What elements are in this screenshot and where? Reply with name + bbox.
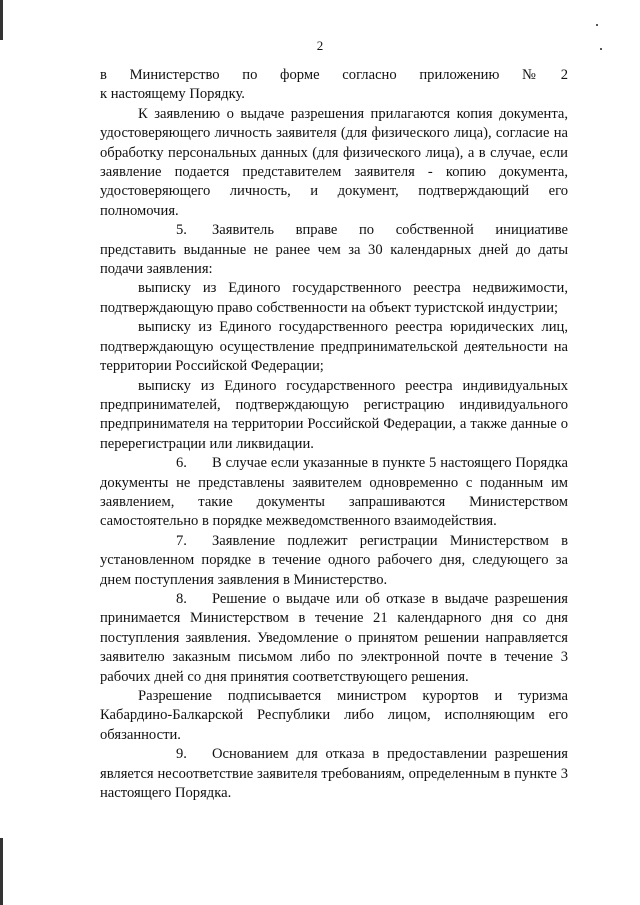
paragraph-text: Основанием для отказа в предоставлении разрешения является несоответствие заявителя требованиям, определенным в пункте 3 настоящего Порядка.: [100, 746, 568, 802]
paragraph-text: Заявление подлежит регистрации Министерством в установленном порядке в течение одного рабочего дня, следующего за днем поступления заявления в Министерство.: [100, 532, 568, 588]
paragraph: К заявлению о выдаче разрешения прилагаются копия документа, удостоверяющего личность заявителя (для физического лица), согласие на обработку персональных данных (для физического лица), а в случае, если заявление подается представителем заявителя - копию документа, удостоверяющего личность, и документ, подтверждающий его полномочия.: [100, 105, 568, 219]
paragraph-text: Заявитель вправе по собственной инициативе представить выданные не ранее чем за 30 календарных дней до даты подачи заявления:: [100, 222, 568, 278]
numbered-paragraph: [100, 590, 568, 687]
paragraph: выписку из Единого государственного реестра недвижимости, подтверждающую право собственности на объект туристской индустрии;: [100, 280, 568, 316]
paragraph: Разрешение подписывается министром курортов и туризма Кабардино-Балкарской Республики либо лицом, исполняющим его обязанности.: [100, 688, 568, 743]
scan-edge-mark: [0, 838, 3, 905]
numbered-paragraph: [100, 454, 568, 532]
scan-speck: [596, 24, 598, 26]
paragraph-number: 5.: [176, 222, 187, 239]
paragraph: выписку из Единого государственного реестра индивидуальных предпринимателей, подтверждающую регистрацию индивидуального предпринимателя на территории Российской Федерации, а также данные о перерегистрации или ликвидации.: [100, 377, 568, 452]
page-number: 2: [316, 38, 324, 53]
numbered-paragraph: [100, 745, 568, 803]
paragraph-number: 8.: [176, 590, 187, 607]
paragraph-number: 6.: [176, 455, 187, 472]
paragraph-text: Решение о выдаче или об отказе в выдаче разрешения принимается Министерством в течение 21 календарного дня со дня поступления заявления. Уведомление о принятом решении направляется заявителю заказным письмом либо по электронной почте в течение 3 рабочих дней со дня принятия соответствующего решения.: [100, 590, 568, 685]
numbered-paragraph: [100, 532, 568, 590]
paragraph-line: к настоящему Порядку.: [100, 86, 245, 103]
paragraph: выписку из Единого государственного реестра юридических лиц, подтверждающую осуществление предпринимательской деятельности на территории Российской Федерации;: [100, 319, 568, 375]
scan-edge-mark: [0, 0, 3, 40]
paragraph-number: 7.: [176, 532, 187, 549]
paragraph: [100, 85, 568, 104]
numbered-paragraph: [100, 221, 568, 279]
paragraph-number: 9.: [176, 746, 187, 763]
paragraph: [100, 66, 568, 85]
paragraph-line: в Министерство по форме согласно приложению № 2: [100, 67, 568, 83]
document-body: [100, 66, 568, 803]
paragraph-text: В случае если указанные в пункте 5 настоящего Порядка документы не представлены заявителем одновременно с поданным им заявлением, такие документы запрашиваются Министерством самостоятельно в порядке межведомственного взаимодействия.: [100, 455, 568, 530]
